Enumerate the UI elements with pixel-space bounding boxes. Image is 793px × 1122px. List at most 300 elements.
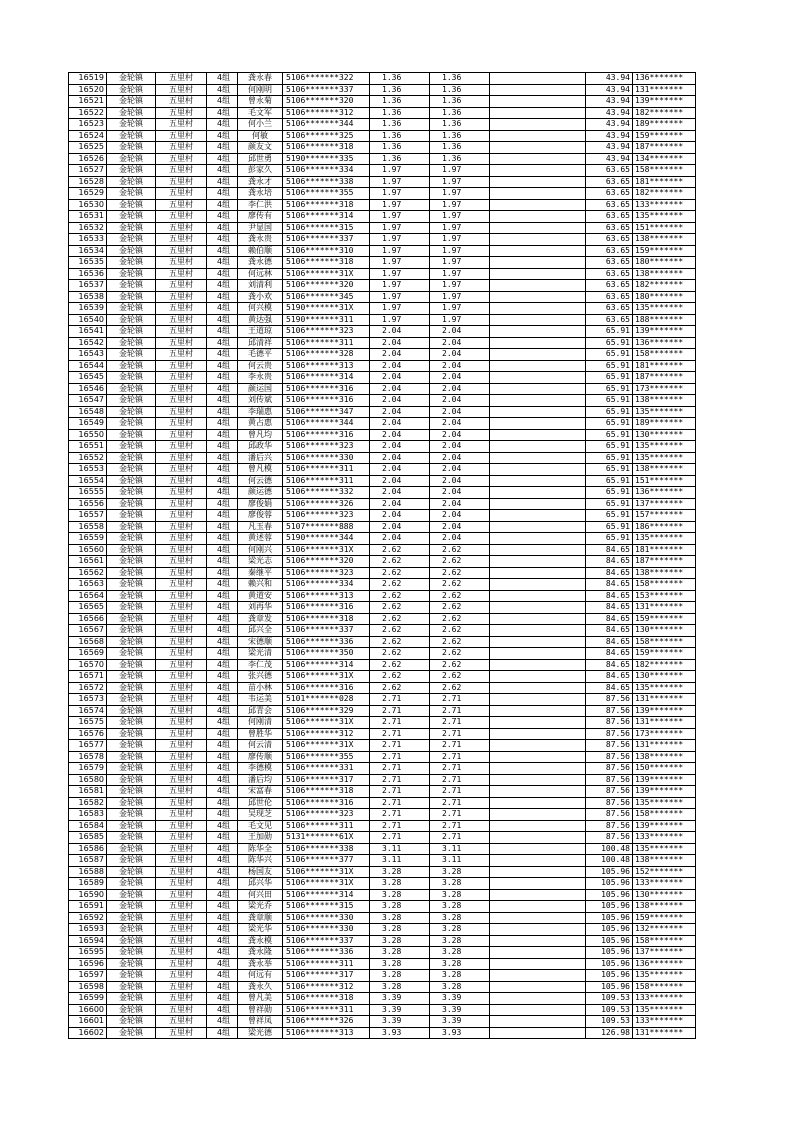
area-b-cell: 2.04	[430, 326, 490, 338]
area-b-cell: 2.04	[430, 337, 490, 349]
table-row	[69, 452, 696, 464]
town-cell: 金轮镇	[107, 958, 156, 970]
amount-cell: 84.65	[586, 659, 633, 671]
id-number-cell: 5106*******347	[283, 406, 370, 418]
name-cell: 颜友文	[238, 142, 283, 154]
area-a-cell: 2.71	[370, 694, 430, 706]
phone-cell: 187*******	[633, 556, 696, 568]
table-row	[69, 521, 696, 533]
table-row	[69, 682, 696, 694]
phone-cell: 139*******	[633, 820, 696, 832]
name-cell: 张兴德	[238, 671, 283, 683]
amount-cell: 65.91	[586, 326, 633, 338]
blank-cell-cell	[490, 993, 586, 1005]
area-b-cell: 1.97	[430, 314, 490, 326]
village-cell: 五里村	[156, 464, 207, 476]
row-number-cell: 16601	[69, 1016, 107, 1028]
row-number-cell: 16580	[69, 774, 107, 786]
phone-cell: 182*******	[633, 107, 696, 119]
phone-cell: 181*******	[633, 360, 696, 372]
area-a-cell: 1.36	[370, 73, 430, 85]
town-cell: 金轮镇	[107, 257, 156, 269]
town-cell: 金轮镇	[107, 1004, 156, 1016]
blank-cell-cell	[490, 142, 586, 154]
amount-cell: 84.65	[586, 625, 633, 637]
id-number-cell: 5106*******337	[283, 625, 370, 637]
village-cell: 五里村	[156, 636, 207, 648]
table-row	[69, 935, 696, 947]
id-number-cell: 5106*******312	[283, 107, 370, 119]
area-a-cell: 1.36	[370, 107, 430, 119]
village-cell: 五里村	[156, 590, 207, 602]
phone-cell: 130*******	[633, 429, 696, 441]
id-number-cell: 5106*******318	[283, 786, 370, 798]
village-cell: 五里村	[156, 751, 207, 763]
id-number-cell: 5106*******31X	[283, 878, 370, 890]
town-cell: 金轮镇	[107, 153, 156, 165]
blank-cell-cell	[490, 211, 586, 223]
row-number-cell: 16560	[69, 544, 107, 556]
town-cell: 金轮镇	[107, 165, 156, 177]
phone-cell: 158*******	[633, 981, 696, 993]
name-cell: 邱青会	[238, 705, 283, 717]
village-cell: 五里村	[156, 878, 207, 890]
group-cell: 4组	[207, 188, 238, 200]
area-a-cell: 1.97	[370, 199, 430, 211]
area-a-cell: 2.04	[370, 406, 430, 418]
blank-cell-cell	[490, 924, 586, 936]
area-a-cell: 2.04	[370, 521, 430, 533]
town-cell: 金轮镇	[107, 855, 156, 867]
amount-cell: 43.94	[586, 73, 633, 85]
amount-cell: 63.65	[586, 188, 633, 200]
village-cell: 五里村	[156, 602, 207, 614]
id-number-cell: 5131*******61X	[283, 832, 370, 844]
row-number-cell: 16532	[69, 222, 107, 234]
town-cell: 金轮镇	[107, 222, 156, 234]
area-b-cell: 1.36	[430, 153, 490, 165]
area-b-cell: 2.71	[430, 728, 490, 740]
name-cell: 何云德	[238, 475, 283, 487]
table-row	[69, 142, 696, 154]
id-number-cell: 5106*******323	[283, 510, 370, 522]
table-row	[69, 153, 696, 165]
area-a-cell: 2.62	[370, 613, 430, 625]
phone-cell: 182*******	[633, 280, 696, 292]
group-cell: 4组	[207, 222, 238, 234]
area-b-cell: 2.71	[430, 809, 490, 821]
area-a-cell: 3.28	[370, 912, 430, 924]
id-number-cell: 5106*******326	[283, 1016, 370, 1028]
amount-cell: 65.91	[586, 360, 633, 372]
name-cell: 宋富春	[238, 786, 283, 798]
blank-cell-cell	[490, 73, 586, 85]
id-number-cell: 5106*******316	[283, 395, 370, 407]
town-cell: 金轮镇	[107, 280, 156, 292]
town-cell: 金轮镇	[107, 763, 156, 775]
area-b-cell: 2.62	[430, 579, 490, 591]
group-cell: 4组	[207, 176, 238, 188]
amount-cell: 63.65	[586, 280, 633, 292]
area-a-cell: 3.39	[370, 993, 430, 1005]
blank-cell-cell	[490, 498, 586, 510]
group-cell: 4组	[207, 866, 238, 878]
name-cell: 梁光德	[238, 1027, 283, 1039]
row-number-cell: 16545	[69, 372, 107, 384]
area-a-cell: 2.71	[370, 740, 430, 752]
row-number-cell: 16519	[69, 73, 107, 85]
name-cell: 颜运国	[238, 383, 283, 395]
row-number-cell: 16599	[69, 993, 107, 1005]
phone-cell: 173*******	[633, 728, 696, 740]
group-cell: 4组	[207, 1027, 238, 1039]
area-b-cell: 3.28	[430, 958, 490, 970]
table-row	[69, 901, 696, 913]
town-cell: 金轮镇	[107, 475, 156, 487]
group-cell: 4组	[207, 441, 238, 453]
row-number-cell: 16588	[69, 866, 107, 878]
table-row	[69, 429, 696, 441]
blank-cell-cell	[490, 337, 586, 349]
area-a-cell: 3.28	[370, 866, 430, 878]
group-cell: 4组	[207, 372, 238, 384]
table-row	[69, 475, 696, 487]
town-cell: 金轮镇	[107, 360, 156, 372]
town-cell: 金轮镇	[107, 912, 156, 924]
id-number-cell: 5106*******311	[283, 1004, 370, 1016]
area-a-cell: 2.62	[370, 602, 430, 614]
area-a-cell: 2.71	[370, 751, 430, 763]
id-number-cell: 5106*******344	[283, 119, 370, 131]
group-cell: 4组	[207, 395, 238, 407]
village-cell: 五里村	[156, 475, 207, 487]
table-row	[69, 498, 696, 510]
group-cell: 4组	[207, 728, 238, 740]
group-cell: 4组	[207, 855, 238, 867]
village-cell: 五里村	[156, 303, 207, 315]
area-a-cell: 1.97	[370, 257, 430, 269]
row-number-cell: 16557	[69, 510, 107, 522]
area-a-cell: 1.97	[370, 176, 430, 188]
name-cell: 梁光志	[238, 556, 283, 568]
amount-cell: 87.56	[586, 717, 633, 729]
table-row	[69, 314, 696, 326]
group-cell: 4组	[207, 291, 238, 303]
phone-cell: 153*******	[633, 590, 696, 602]
phone-cell: 137*******	[633, 947, 696, 959]
amount-cell: 87.56	[586, 694, 633, 706]
id-number-cell: 5106*******322	[283, 73, 370, 85]
amount-cell: 84.65	[586, 567, 633, 579]
area-b-cell: 3.28	[430, 901, 490, 913]
group-cell: 4组	[207, 257, 238, 269]
area-b-cell: 2.62	[430, 567, 490, 579]
area-a-cell: 2.71	[370, 774, 430, 786]
name-cell: 龚永培	[238, 188, 283, 200]
table-row	[69, 73, 696, 85]
area-b-cell: 3.28	[430, 935, 490, 947]
name-cell: 黄道安	[238, 590, 283, 602]
group-cell: 4组	[207, 510, 238, 522]
area-b-cell: 2.71	[430, 774, 490, 786]
amount-cell: 105.96	[586, 958, 633, 970]
amount-cell: 65.91	[586, 464, 633, 476]
id-number-cell: 5106*******318	[283, 142, 370, 154]
amount-cell: 126.98	[586, 1027, 633, 1039]
row-number-cell: 16569	[69, 648, 107, 660]
row-number-cell: 16581	[69, 786, 107, 798]
area-a-cell: 2.04	[370, 475, 430, 487]
area-b-cell: 2.04	[430, 406, 490, 418]
village-cell: 五里村	[156, 107, 207, 119]
area-b-cell: 2.04	[430, 464, 490, 476]
blank-cell-cell	[490, 763, 586, 775]
town-cell: 金轮镇	[107, 970, 156, 982]
group-cell: 4组	[207, 314, 238, 326]
table-row	[69, 510, 696, 522]
area-b-cell: 1.97	[430, 176, 490, 188]
group-cell: 4组	[207, 429, 238, 441]
village-cell: 五里村	[156, 579, 207, 591]
group-cell: 4组	[207, 797, 238, 809]
amount-cell: 87.56	[586, 809, 633, 821]
area-b-cell: 1.36	[430, 84, 490, 96]
area-b-cell: 1.97	[430, 199, 490, 211]
area-a-cell: 3.28	[370, 901, 430, 913]
group-cell: 4组	[207, 211, 238, 223]
phone-cell: 135*******	[633, 452, 696, 464]
phone-cell: 188*******	[633, 314, 696, 326]
blank-cell-cell	[490, 981, 586, 993]
town-cell: 金轮镇	[107, 590, 156, 602]
town-cell: 金轮镇	[107, 119, 156, 131]
name-cell: 李仁茂	[238, 659, 283, 671]
amount-cell: 65.91	[586, 441, 633, 453]
table-row	[69, 291, 696, 303]
village-cell: 五里村	[156, 84, 207, 96]
village-cell: 五里村	[156, 1027, 207, 1039]
village-cell: 五里村	[156, 360, 207, 372]
area-a-cell: 1.97	[370, 314, 430, 326]
id-number-cell: 5106*******316	[283, 682, 370, 694]
village-cell: 五里村	[156, 153, 207, 165]
table-row	[69, 602, 696, 614]
id-number-cell: 5106*******311	[283, 464, 370, 476]
phone-cell: 135*******	[633, 533, 696, 545]
town-cell: 金轮镇	[107, 142, 156, 154]
group-cell: 4组	[207, 119, 238, 131]
phone-cell: 139*******	[633, 705, 696, 717]
id-number-cell: 5106*******320	[283, 556, 370, 568]
amount-cell: 87.56	[586, 728, 633, 740]
name-cell: 龚永模	[238, 935, 283, 947]
town-cell: 金轮镇	[107, 199, 156, 211]
village-cell: 五里村	[156, 211, 207, 223]
amount-cell: 87.56	[586, 774, 633, 786]
area-a-cell: 1.97	[370, 222, 430, 234]
town-cell: 金轮镇	[107, 671, 156, 683]
phone-cell: 158*******	[633, 809, 696, 821]
phone-cell: 138*******	[633, 464, 696, 476]
phone-cell: 181*******	[633, 544, 696, 556]
area-a-cell: 2.71	[370, 786, 430, 798]
area-b-cell: 2.04	[430, 372, 490, 384]
id-number-cell: 5106*******345	[283, 291, 370, 303]
town-cell: 金轮镇	[107, 291, 156, 303]
blank-cell-cell	[490, 901, 586, 913]
phone-cell: 150*******	[633, 763, 696, 775]
town-cell: 金轮镇	[107, 418, 156, 430]
table-row	[69, 648, 696, 660]
id-number-cell: 5106*******337	[283, 234, 370, 246]
phone-cell: 131*******	[633, 717, 696, 729]
table-row	[69, 993, 696, 1005]
table-row	[69, 199, 696, 211]
village-cell: 五里村	[156, 774, 207, 786]
town-cell: 金轮镇	[107, 1027, 156, 1039]
blank-cell-cell	[490, 602, 586, 614]
village-cell: 五里村	[156, 866, 207, 878]
blank-cell-cell	[490, 832, 586, 844]
area-a-cell: 1.36	[370, 84, 430, 96]
phone-cell: 135*******	[633, 406, 696, 418]
id-number-cell: 5106*******325	[283, 130, 370, 142]
phone-cell: 135*******	[633, 1004, 696, 1016]
amount-cell: 43.94	[586, 84, 633, 96]
town-cell: 金轮镇	[107, 993, 156, 1005]
id-number-cell: 5106*******355	[283, 188, 370, 200]
row-number-cell: 16538	[69, 291, 107, 303]
area-a-cell: 3.28	[370, 970, 430, 982]
row-number-cell: 16526	[69, 153, 107, 165]
table-row	[69, 820, 696, 832]
group-cell: 4组	[207, 590, 238, 602]
phone-cell: 158*******	[633, 349, 696, 361]
name-cell: 何刚明	[238, 84, 283, 96]
table-row	[69, 832, 696, 844]
name-cell: 李永贵	[238, 372, 283, 384]
group-cell: 4组	[207, 832, 238, 844]
blank-cell-cell	[490, 728, 586, 740]
name-cell: 赖伯顺	[238, 245, 283, 257]
area-b-cell: 2.71	[430, 832, 490, 844]
amount-cell: 105.96	[586, 866, 633, 878]
area-b-cell: 2.62	[430, 544, 490, 556]
area-b-cell: 3.39	[430, 993, 490, 1005]
amount-cell: 63.65	[586, 222, 633, 234]
village-cell: 五里村	[156, 567, 207, 579]
table-row	[69, 774, 696, 786]
table-row	[69, 958, 696, 970]
area-b-cell: 3.28	[430, 970, 490, 982]
table-row	[69, 556, 696, 568]
row-number-cell: 16544	[69, 360, 107, 372]
group-cell: 4组	[207, 96, 238, 108]
village-cell: 五里村	[156, 395, 207, 407]
name-cell: 廖传顺	[238, 751, 283, 763]
amount-cell: 84.65	[586, 590, 633, 602]
name-cell: 潘后兴	[238, 452, 283, 464]
row-number-cell: 16542	[69, 337, 107, 349]
amount-cell: 105.96	[586, 947, 633, 959]
name-cell: 刘清利	[238, 280, 283, 292]
area-b-cell: 2.62	[430, 613, 490, 625]
blank-cell-cell	[490, 947, 586, 959]
village-cell: 五里村	[156, 993, 207, 1005]
name-cell: 何小兰	[238, 119, 283, 131]
id-number-cell: 5106*******311	[283, 820, 370, 832]
group-cell: 4组	[207, 268, 238, 280]
amount-cell: 65.91	[586, 487, 633, 499]
row-number-cell: 16548	[69, 406, 107, 418]
blank-cell-cell	[490, 107, 586, 119]
id-number-cell: 5106*******320	[283, 280, 370, 292]
group-cell: 4组	[207, 303, 238, 315]
name-cell: 龚永才	[238, 176, 283, 188]
phone-cell: 138*******	[633, 234, 696, 246]
town-cell: 金轮镇	[107, 625, 156, 637]
town-cell: 金轮镇	[107, 751, 156, 763]
row-number-cell: 16586	[69, 843, 107, 855]
table-row	[69, 1016, 696, 1028]
group-cell: 4组	[207, 912, 238, 924]
amount-cell: 84.65	[586, 636, 633, 648]
name-cell: 王加勋	[238, 832, 283, 844]
table-row	[69, 947, 696, 959]
phone-cell: 132*******	[633, 924, 696, 936]
amount-cell: 87.56	[586, 740, 633, 752]
name-cell: 彭家久	[238, 165, 283, 177]
blank-cell-cell	[490, 257, 586, 269]
town-cell: 金轮镇	[107, 774, 156, 786]
id-number-cell: 5106*******332	[283, 487, 370, 499]
group-cell: 4组	[207, 705, 238, 717]
phone-cell: 157*******	[633, 510, 696, 522]
town-cell: 金轮镇	[107, 1016, 156, 1028]
name-cell: 潘后均	[238, 774, 283, 786]
name-cell: 邱兴全	[238, 625, 283, 637]
table-row	[69, 878, 696, 890]
id-number-cell: 5106*******314	[283, 659, 370, 671]
name-cell: 何云清	[238, 740, 283, 752]
area-a-cell: 3.28	[370, 878, 430, 890]
table-row	[69, 257, 696, 269]
table-row	[69, 740, 696, 752]
id-number-cell: 5190*******311	[283, 314, 370, 326]
area-a-cell: 2.71	[370, 717, 430, 729]
area-b-cell: 1.36	[430, 96, 490, 108]
name-cell: 何远有	[238, 970, 283, 982]
area-a-cell: 2.71	[370, 832, 430, 844]
id-number-cell: 5106*******377	[283, 855, 370, 867]
group-cell: 4组	[207, 475, 238, 487]
name-cell: 邱清祥	[238, 337, 283, 349]
amount-cell: 43.94	[586, 107, 633, 119]
amount-cell: 109.53	[586, 1004, 633, 1016]
name-cell: 曾凡均	[238, 429, 283, 441]
amount-cell: 63.65	[586, 245, 633, 257]
area-a-cell: 2.62	[370, 671, 430, 683]
area-a-cell: 2.04	[370, 349, 430, 361]
id-number-cell: 5106*******313	[283, 1027, 370, 1039]
area-b-cell: 2.62	[430, 590, 490, 602]
name-cell: 何兴模	[238, 303, 283, 315]
name-cell: 黄达强	[238, 314, 283, 326]
table-row	[69, 280, 696, 292]
row-number-cell: 16565	[69, 602, 107, 614]
phone-cell: 180*******	[633, 291, 696, 303]
name-cell: 龚永春	[238, 73, 283, 85]
